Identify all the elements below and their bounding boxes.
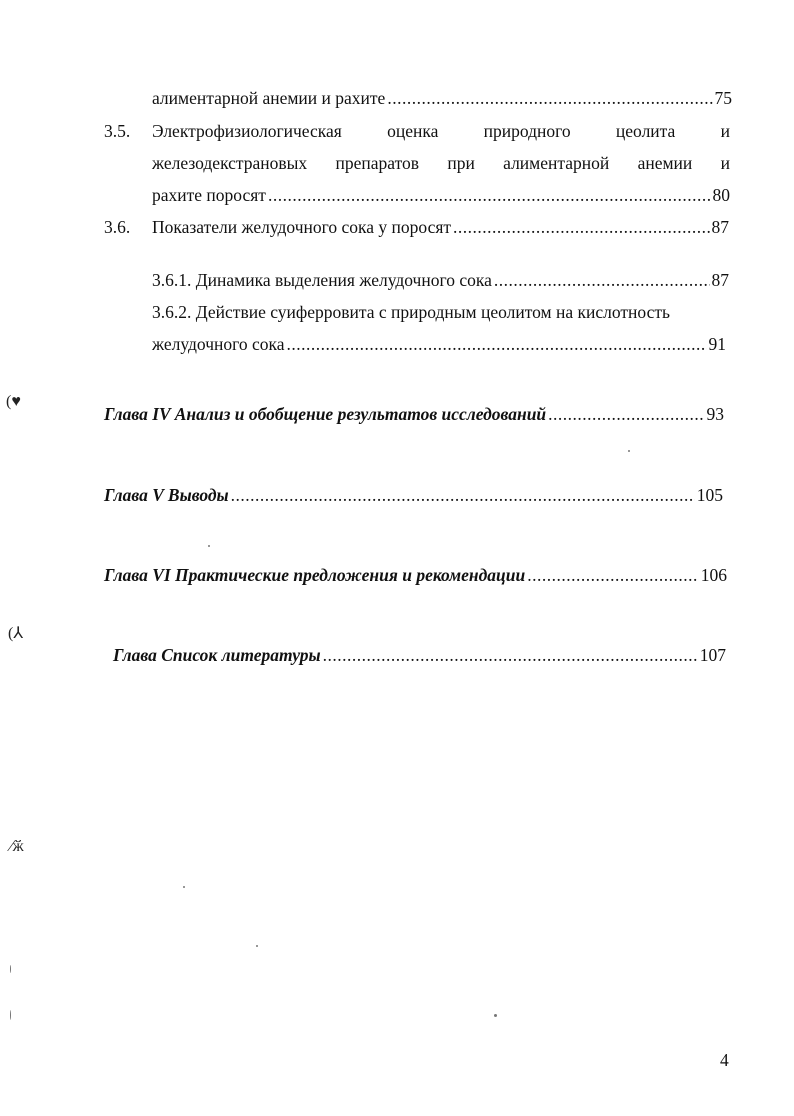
binding-hole-mark-icon: (♥: [6, 393, 21, 410]
toc-page-number: 75: [714, 88, 732, 108]
toc-page-number: 87: [711, 217, 729, 237]
word: при: [447, 153, 475, 173]
scan-speck: [628, 450, 630, 452]
toc-page-number: 105: [696, 485, 723, 505]
scan-speck: [183, 886, 185, 888]
word: анемии: [637, 153, 693, 173]
word: цеолита: [615, 121, 676, 141]
chapter-title: Глава V Выводы: [104, 485, 229, 505]
leader-dots: [287, 334, 707, 355]
leader-dots: [548, 404, 704, 425]
leader-dots: [494, 270, 710, 291]
toc-page-number: 80: [712, 185, 730, 205]
scan-speck: [256, 945, 258, 947]
binding-hole-mark-icon: (⅄: [8, 625, 24, 642]
leader-dots: [323, 645, 698, 666]
leader-dots: [231, 485, 695, 506]
leader-dots: [268, 185, 711, 206]
word: и: [720, 153, 730, 173]
toc-chapter-4: [104, 404, 724, 425]
page-number: 4: [720, 1050, 729, 1070]
toc-page-number: 107: [699, 645, 726, 665]
toc-entry-text: 3.6.1. Динамика выделения желудочного сока: [152, 270, 492, 290]
scan-speck: [494, 1014, 497, 1017]
toc-entry-3-6: [152, 217, 729, 238]
toc-entry-text: алиментарной анемии и рахите: [152, 88, 386, 108]
word: оценка: [387, 121, 439, 141]
toc-entry-3-5-line1: [152, 121, 730, 142]
toc-chapter-6: [104, 565, 727, 586]
toc-page-number: 91: [708, 334, 726, 354]
scan-speck: [208, 545, 210, 547]
toc-entry-3-6-2-line2: [152, 334, 726, 355]
leader-dots: [453, 217, 709, 238]
toc-entry-alimentary-anemia: [152, 88, 732, 109]
word: железодекстрановых: [152, 153, 308, 173]
section-number: 3.5.: [104, 121, 131, 141]
leader-dots: [527, 565, 699, 586]
leader-dots: [387, 88, 712, 109]
chapter-title: Глава VI Практические предложения и рекомендации: [104, 565, 526, 585]
toc-entry-3-6-2-line1: 3.6.2. Действие суиферровита с природным цеолитом на кислотность: [152, 302, 670, 322]
word: и: [720, 121, 730, 141]
chapter-title: Глава IV Анализ и обобщение результатов исследований: [104, 404, 547, 424]
toc-entry-3-5-line3: [152, 185, 730, 206]
word: Электрофизиологическая: [152, 121, 342, 141]
toc-entry-text: рахите поросят: [152, 185, 266, 205]
toc-page-number: 106: [700, 565, 727, 585]
toc-entry-3-5-line2: [152, 153, 730, 174]
word: природного: [483, 121, 571, 141]
toc-chapter-5: [104, 485, 723, 506]
chapter-title: Глава Список литературы: [113, 645, 321, 665]
toc-entry-3-6-1: [152, 270, 729, 291]
binding-hole-mark-icon: ⁄ӂ: [10, 838, 24, 855]
section-number: 3.6.: [104, 217, 131, 237]
scan-speck: [10, 1010, 11, 1020]
scan-speck: [10, 965, 11, 973]
toc-page-number: 87: [711, 270, 729, 290]
word: алиментарной: [503, 153, 610, 173]
toc-entry-text: Показатели желудочного сока у поросят: [152, 217, 452, 237]
word: препаратов: [335, 153, 420, 173]
toc-page-number: 93: [706, 404, 724, 424]
toc-entry-text: желудочного сока: [152, 334, 285, 354]
toc-chapter-references: [113, 645, 726, 666]
